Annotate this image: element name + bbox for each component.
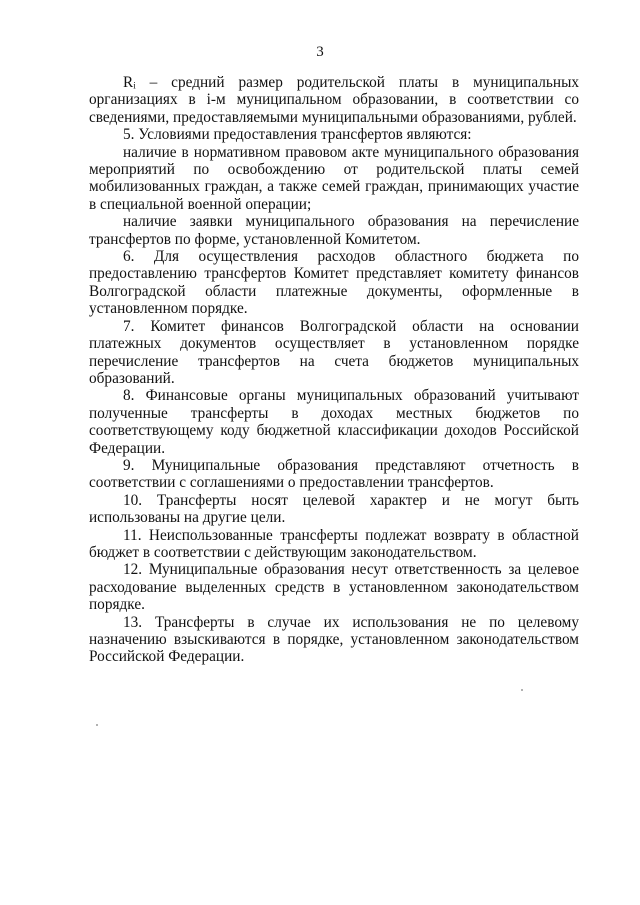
paragraph-5-conditions: 5. Условиями предоставления трансфертов являются: xyxy=(123,126,472,144)
paragraph-7: 7. Комитет финансов Волгоградской области на основании платежных документов осуществляет в установленном порядке перечисление трансфертов на счета бюджетов муниципальных образований. xyxy=(89,317,579,387)
paragraph-12: 12. Муниципальные образования несут ответственность за целевое расходование выделенных средств в установленном законодательством порядке. xyxy=(89,561,579,614)
paragraph-6: 6. Для осуществления расходов областного бюджета по предоставлению трансфертов Комитет представляет комитету финансов Волгоградской области платежные документы, оформленные в установленном порядке. xyxy=(89,248,579,318)
page-number: 3 xyxy=(316,44,324,60)
scan-speck xyxy=(521,689,523,691)
document-body xyxy=(89,74,579,666)
paragraph-condition-application: наличие заявки муниципального образования на перечисление трансфертов по форме, установленной Комитетом. xyxy=(89,213,579,248)
paragraph-13: 13. Трансферты в случае их использования не по целевому назначению взыскиваются в порядке, установленном законодательством Российской Федерации. xyxy=(89,613,579,666)
scan-speck xyxy=(96,724,98,726)
paragraph-11: 11. Неиспользованные трансферты подлежат возврату в областной бюджет в соответствии с действующим законодательством. xyxy=(89,526,579,561)
paragraph-10: 10. Трансферты носят целевой характер и не могут быть использованы на другие цели. xyxy=(89,491,579,527)
paragraph-9: 9. Муниципальные образования представляют отчетность в соответствии с соглашениями о предоставлении трансфертов. xyxy=(89,456,579,492)
paragraph-ri-definition: Rᵢ – средний размер родительской платы в муниципальных организациях в i-м муниципальном образовании, в соответствии со сведениями, предоставляемыми муниципальными образованиями, рублей. xyxy=(89,74,579,126)
paragraph-condition-normative-act: наличие в нормативном правовом акте муниципального образования мероприятий по освобождению от родительской платы семей мобилизованных граждан, а также семей граждан, принимающих участие в специальной военной операции; xyxy=(89,143,579,213)
paragraph-8: 8. Финансовые органы муниципальных образований учитывают полученные трансферты в доходах местных бюджетов по соответствующему коду бюджетной классификации доходов Российской Федерации. xyxy=(89,387,579,457)
